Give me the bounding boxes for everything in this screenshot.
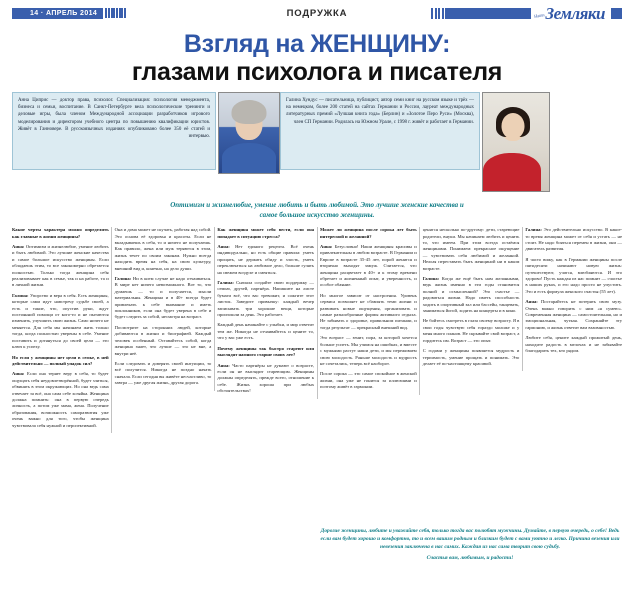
- speaker-label: Галина:: [12, 292, 29, 298]
- answer-paragraph: Если следовать и доверять своей интуиции, то всё получится. Никогда не поздно начать сначала. Если сегодня вы живёте несчастливо, то завтра — уже другая жизнь, другая дорога.: [114, 360, 212, 386]
- page-title: [12, 31, 622, 86]
- column-divider: [317, 227, 318, 398]
- column-divider: [419, 227, 420, 394]
- answer-paragraph: Это возраст — зенит, пора, за которой хочется больше успеть. Мы учимся на ошибках, и вместе с мужьями растут наши дети, и мы переживаем свою молодость. Раньше молодость и мудрость не сочетались, теперь всё наоборот.: [320, 335, 417, 366]
- article-columns: [12, 227, 622, 527]
- brand-subtitle: Наши: [533, 11, 545, 19]
- answer-paragraph: Но многое зависит от настроения. Уровень сервиса позволяет не сбавлять темп жизни и развивать новые ощущения, организовать и самые разнообразные формы активного отдыха. Не забывать о здоровье, правильном питании, и тогда результат — прекрасный внешний вид.: [320, 292, 417, 330]
- answer-paragraph: Она и дома может не скучать, работая над собой. Это основа её здоровья и красоты. Если не вкладываешь в себя, то и ничего не получаешь. Как правило, жена или муж теряются в этом, жизнь течет по своим законам. Нужно всегда находить время на себя, на свою культуру, внешний вид и, конечно, на дело души.: [114, 227, 212, 271]
- column-divider: [522, 227, 523, 371]
- photo-galina-hundus: [482, 92, 550, 192]
- section-title: ПОДРУЖКА: [286, 7, 348, 19]
- column-divider: [214, 227, 215, 390]
- answer-paragraph: Не бойтесь смотреть в глаза своему возрасту. Я в свои годы чувствую себя гораздо моложе и у меня много планов. Не скрывайте свой возраст, а гордитесь им. Возраст — это опыт.: [422, 318, 520, 343]
- closing-text: Дорогие женщины, любите и уважайте себя, только тогда вас полюбят мужчины. Думайте, в первую очередь, о себе! Ведь если вам будет хорошо и комфортно, то и всем вашим родным и близким будет с вами уютно и легко. Причина везения или невезения заключена в нас самих. Каждая из нас сама творит свою судьбу.: [320, 528, 620, 550]
- answer-paragraph: Каждый день начинайте с улыбки, и мир ответит тем же. Никогда не отчаивайтесь и цените то, что у вас уже есть.: [217, 322, 315, 341]
- column-4: [320, 227, 417, 394]
- column-divider: [111, 227, 112, 433]
- masthead: [12, 0, 622, 26]
- question-paragraph: Может ли женщина после сорока лет быть интересной и желанной?: [320, 227, 417, 239]
- column-5: [423, 227, 520, 371]
- headline-line-2: глазами психолога и писателя: [131, 58, 503, 86]
- answer-paragraph: Галина: Когда же ещё быть нам желанными, ведь жизнь именно в эти годы становится полной и осмысленной? Это счастье — радоваться жизни. Надо иметь способность ходить в спортивный зал или бассейн, танцевать, заниматься йогой, ходить на концерты и в кино.: [422, 276, 520, 314]
- speaker-label: Анна:: [12, 371, 25, 377]
- answer-paragraph: Галина: Ни в коем случае не надо отчаиваться. В мире нет ничего невозможного. Вот то, что думаешь — то и получается, мысли материальны. Женщина и в 40+ всегда будет привлекать к себе внимание и иметь поклонников, если она будет уверена в себе и будет следить за собой, несмотря на возраст.: [114, 276, 212, 320]
- answer-paragraph: С годами у женщины появляется мудрость и терпимость, умение прощать и понимать. Это делает её по-настоящему красивой.: [422, 348, 520, 366]
- column-1: [12, 227, 109, 433]
- answer-paragraph: Любите себя, цените каждый прожитый день, находите радость в мелочах и не забывайте благодарить тех, кто рядом.: [525, 335, 623, 354]
- answer-paragraph: Галина: Сначала создайте свою поддержку — семью, друзей, партнёра. Напишите на листе бумаги всё, что вас тревожит, и сожгите этот листок. Заведите привычку: каждый вечер записывать три хорошие вещи, которые произошли за день. Это работает.: [217, 280, 315, 318]
- question-paragraph: Почему женщины так быстро стареют или выглядят намного старше своих лет?: [217, 345, 315, 358]
- bio-anna: Анна Циприс — доктор права, психолог. Специализация: психология менеджмента, бизнеса и семьи, воспитание. В Санкт-Петербурге вела психологические тренинги и деловые игры, была членом Международной ассоциации разработчиков игрового моделирования и директором учебного центра по повышению квалификации юристов. Живёт в Ганновере. В русскоязычных изданиях опубликовано более 350 её статей и интервью.: [12, 92, 216, 170]
- speaker-label: Анна:: [320, 244, 333, 249]
- bio-galina: Галина Хундус — писательница, публицист, автор семи книг на русском языке и трёх — на немецком, более 200 статей на сайтах Германии и России, лауреат международных литературных премий «Лучшая книга года» (Берлин) и «Золотое Перо Руси» (Москва), член СП Германии. Родилась на Южном Урале, с 1998 г. живёт и работает в Германии.: [280, 92, 480, 170]
- answer-paragraph: После сорока — это самое спокойное в женской жизни, она уже не гонится за иллюзиями и поэтому живёт в гармонии.: [320, 371, 417, 390]
- answer-paragraph: Посмотрите на сторонних людей, которые добиваются в жизни и биографией. Каждый человек особенный. Оставайтесь собой, когда женщина знает, что лучше — это не вне, а внутри неё.: [114, 324, 212, 356]
- answer-paragraph: Анна: Постарайтесь не потерять свою музу. Очень важно говорить с ним «я сумею». Современная женщина — самостоятельная, но и эмоциональная, чуткая. Сохраняйте эту гармонию, и жизнь ответит вам взаимностью.: [525, 299, 623, 330]
- brand-name: Земляки: [545, 3, 605, 23]
- question-paragraph: Но если у женщины нет цели в семье, в ней действительно — полный упадок сил?: [12, 354, 109, 366]
- answer-paragraph: Анна: Часто партнёры не думают о возрасте, если он не выглядит стареющим. Женщины должны определять, прежде всего, отношение к себе. Жизнь хороша при любых обстоятельствах!: [217, 362, 315, 394]
- answer-paragraph: Анна: Нет единого рецепта. Всё очень индивидуально, но есть общие правила: уметь прощать, не держать обиду и злость, уметь переключаться на любимое дело, больше гулять на свежем воздухе и смеяться.: [217, 244, 315, 275]
- speaker-label: Анна:: [525, 299, 538, 305]
- answer-paragraph: ценятся несколько по-другому: дети, стареющие родители, внуки. Мы начинаем любить и ценить то, что имеем. При этом всегда остаёмся женщинами. Понимаем: прекрасное ощущение — чувствовать себя любимой и желанной. Нельзя переставать быть женщиной ни в каком возрасте.: [422, 227, 520, 271]
- answer-paragraph: Анна: Безусловно! Наши женщины красивы и привлекательны в любом возрасте. В Германии и Европе в возрасте 35-45 лет, порой женятся и вторично выходят замуж. Считается, что женщина расцветает в 40+ и к этому времени обретает и жизненный опыт, и уверенность, и особое обаяние.: [320, 244, 417, 288]
- answer-paragraph: Я часто вижу, как в Германии женщины после пятидесяти начинают новую жизнь: путешествуют, учатся, влюбляются. И это здорово! Пусть каждая из нас помнит — счастье в наших руках, и его надо просто не упустить. Это и есть формула женского счастья (55 лет).: [525, 256, 623, 294]
- answer-paragraph: Анна: Если она теряет веру в себя, то будет ощущать себя неудовлетворённой, будет злиться, обвинять в этом окружающих. Но она ведь сама отвечает за всё, она сама себе хозяйка. Женщина должна помнить: она в первую очередь личность, а потом уже мама, жена. Получение образования, возможность саморазвития уже очень важно для того, чтобы женщина чувствовала себя нужной и перспективной.: [12, 371, 109, 428]
- answer-paragraph: Галина: Упорство и вера в себя. Есть женщины, которые сами идут навстречу судьбе своей, а есть и такие, что, опустив руки, ждут постоянной помощи от кого-то и не пытаются изменить, улучшить свою жизнь. Само ничего не меняется. Для себя мы начинаем жить только тогда, когда полностью уверены в себе. Умение поставить и дотянуться до своей цели — это ключ к успеху.: [12, 292, 109, 350]
- closing-note: [318, 527, 622, 562]
- column-2: [115, 227, 212, 390]
- answer-paragraph: Анна: Оптимизм и жизнелюбие, умение любить и быть любимой. Это лучшие женские качества и самое большое искусство женщины. Если обладаешь этим, то все закономерно обретается полностью. Только тогда женщина себя реализовывает как в семье, так и на работе, та и в личной жизни.: [12, 244, 109, 288]
- question-paragraph: Какие черты характера можно определить как главные в жизни женщины?: [12, 227, 109, 239]
- speaker-label: Галина:: [422, 276, 440, 282]
- question-paragraph: Как женщина может себя вести, если она попадает в ситуацию стресса?: [217, 227, 315, 239]
- answer-paragraph: Галина: Это действительно искусство. В какое-то время женщина может от себя и устать — не стоит. Не надо бояться перемен в жизни, они — двигатель развития.: [525, 227, 623, 252]
- pull-quote-caption: Оптимизм и жизнелюбие, умение любить и быть любимой. Это лучшие женские качества и самое большое искусство женщины.: [170, 201, 464, 219]
- speaker-label: Галина:: [525, 227, 542, 233]
- speaker-label: Анна:: [12, 244, 25, 249]
- closing-signoff: Счастья вам, любимым, и радости!: [426, 555, 514, 561]
- column-6: [525, 227, 622, 358]
- speaker-label: Анна:: [217, 362, 230, 368]
- author-band: [12, 92, 622, 200]
- folio-date: 14 · АПРЕЛЬ 2014: [12, 8, 103, 19]
- headline-line-1: Взгляд на ЖЕНЩИНУ:: [183, 30, 451, 58]
- photo-anna-tsipris: [218, 92, 280, 174]
- column-3: [217, 227, 314, 398]
- speaker-label: Галина:: [114, 276, 132, 282]
- speaker-label: Анна:: [217, 244, 230, 249]
- speaker-label: Галина:: [217, 280, 234, 286]
